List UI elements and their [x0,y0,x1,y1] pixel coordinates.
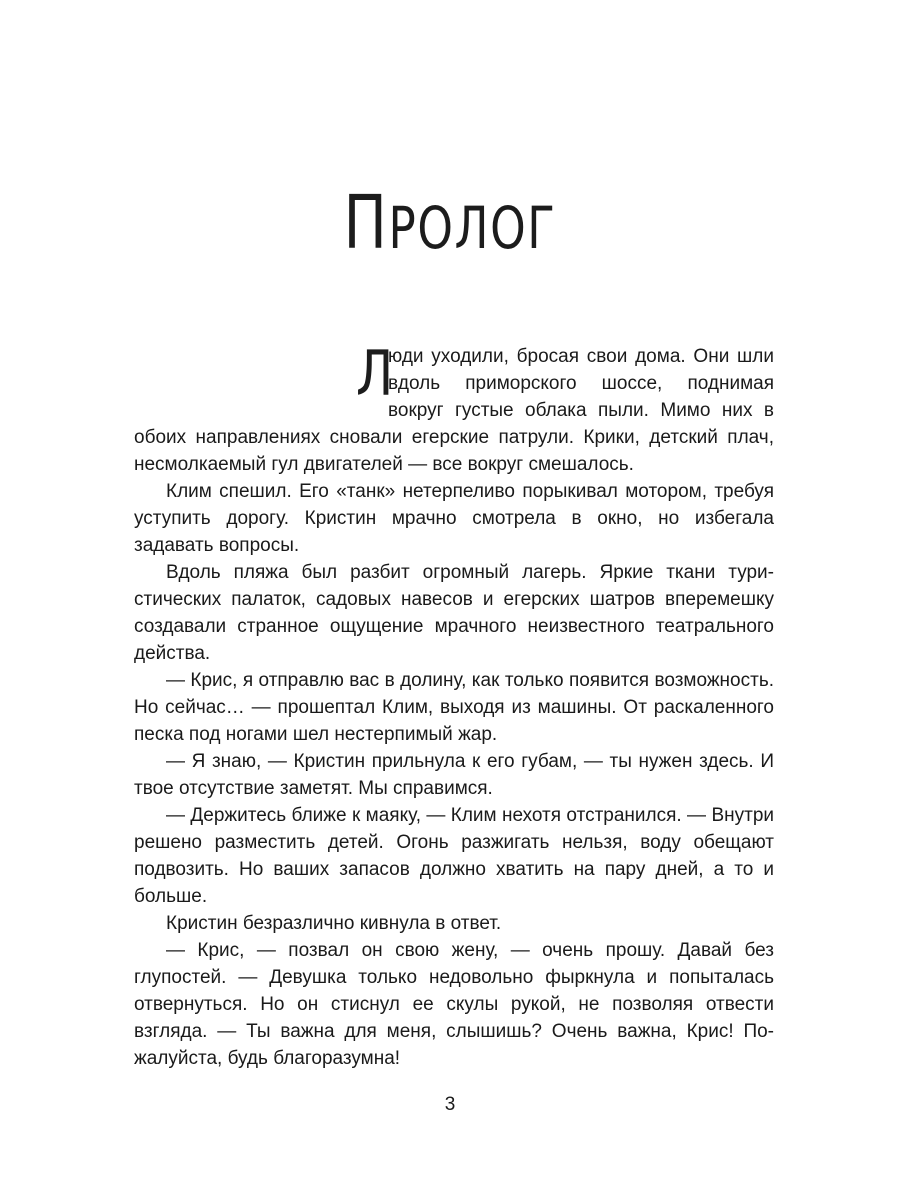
chapter-title-capital: П [343,180,389,266]
paragraph: — Держитесь ближе к маяку, — Клим нехотя отстранился. — Внутри решено разместить детей. Огонь разжигать нельзя, воду обещают подвозить. Но ваших запасов должно хватить на пару дней, а то и больше. [134,805,774,907]
chapter-title [99,180,801,266]
body-text [134,337,774,1072]
chapter-title-rest: РОЛОГ [388,194,557,262]
first-paragraph [134,337,774,478]
paragraph: — Крис, я отправлю вас в долину, как только появится возможность. Но сейчас… — прошептал Клим, выходя из машины. От раскаленного песка под ногами шел нестерпимый жар. [134,670,774,745]
paragraph: Вдоль пляжа был разбит огромный лагерь. Яркие ткани туристических палаток, садовых навесов и егерских шатров вперемешку создавали странное ощущение мрачного неизвестного театрального действа. [134,562,774,664]
paragraph: — Я знаю, — Кристин прильнула к его губам, — ты нужен здесь. И твое отсутствие заметят. Мы справимся. [134,751,774,799]
dropcap-indent [134,343,356,397]
drop-cap-letter: Л [356,337,394,410]
paragraph: Кристин безразлично кивнула в ответ. [166,913,502,934]
page-number: 3 [444,1094,456,1115]
paragraph: Клим спешил. Его «танк» нетерпеливо порыкивал мотором, требуя уступить дорогу. Кристин мрачно смотрела в окно, но избегала задавать вопросы. [134,481,774,556]
paragraph: юди уходили, бросая свои дома. Они шли вдоль приморского шоссе, поднимая вокруг густые облака пыли. Мимо них в обоих направлениях сновали егерские патрули. Крики, детский плач, несмолкаемый гул двигателей — все вокруг смешалось. [134,346,774,475]
paragraph: — Крис, — позвал он свою жену, — очень прошу. Давай без глупостей. — Девушка только недовольно фыркнула и попыталась отвернуться. Но он стиснул ее скулы рукой, не позволяя отвести взгляда. — Ты важна для меня, слышишь? Очень важна, Крис! Пожалуйста, будь благоразумна! [134,940,774,1069]
